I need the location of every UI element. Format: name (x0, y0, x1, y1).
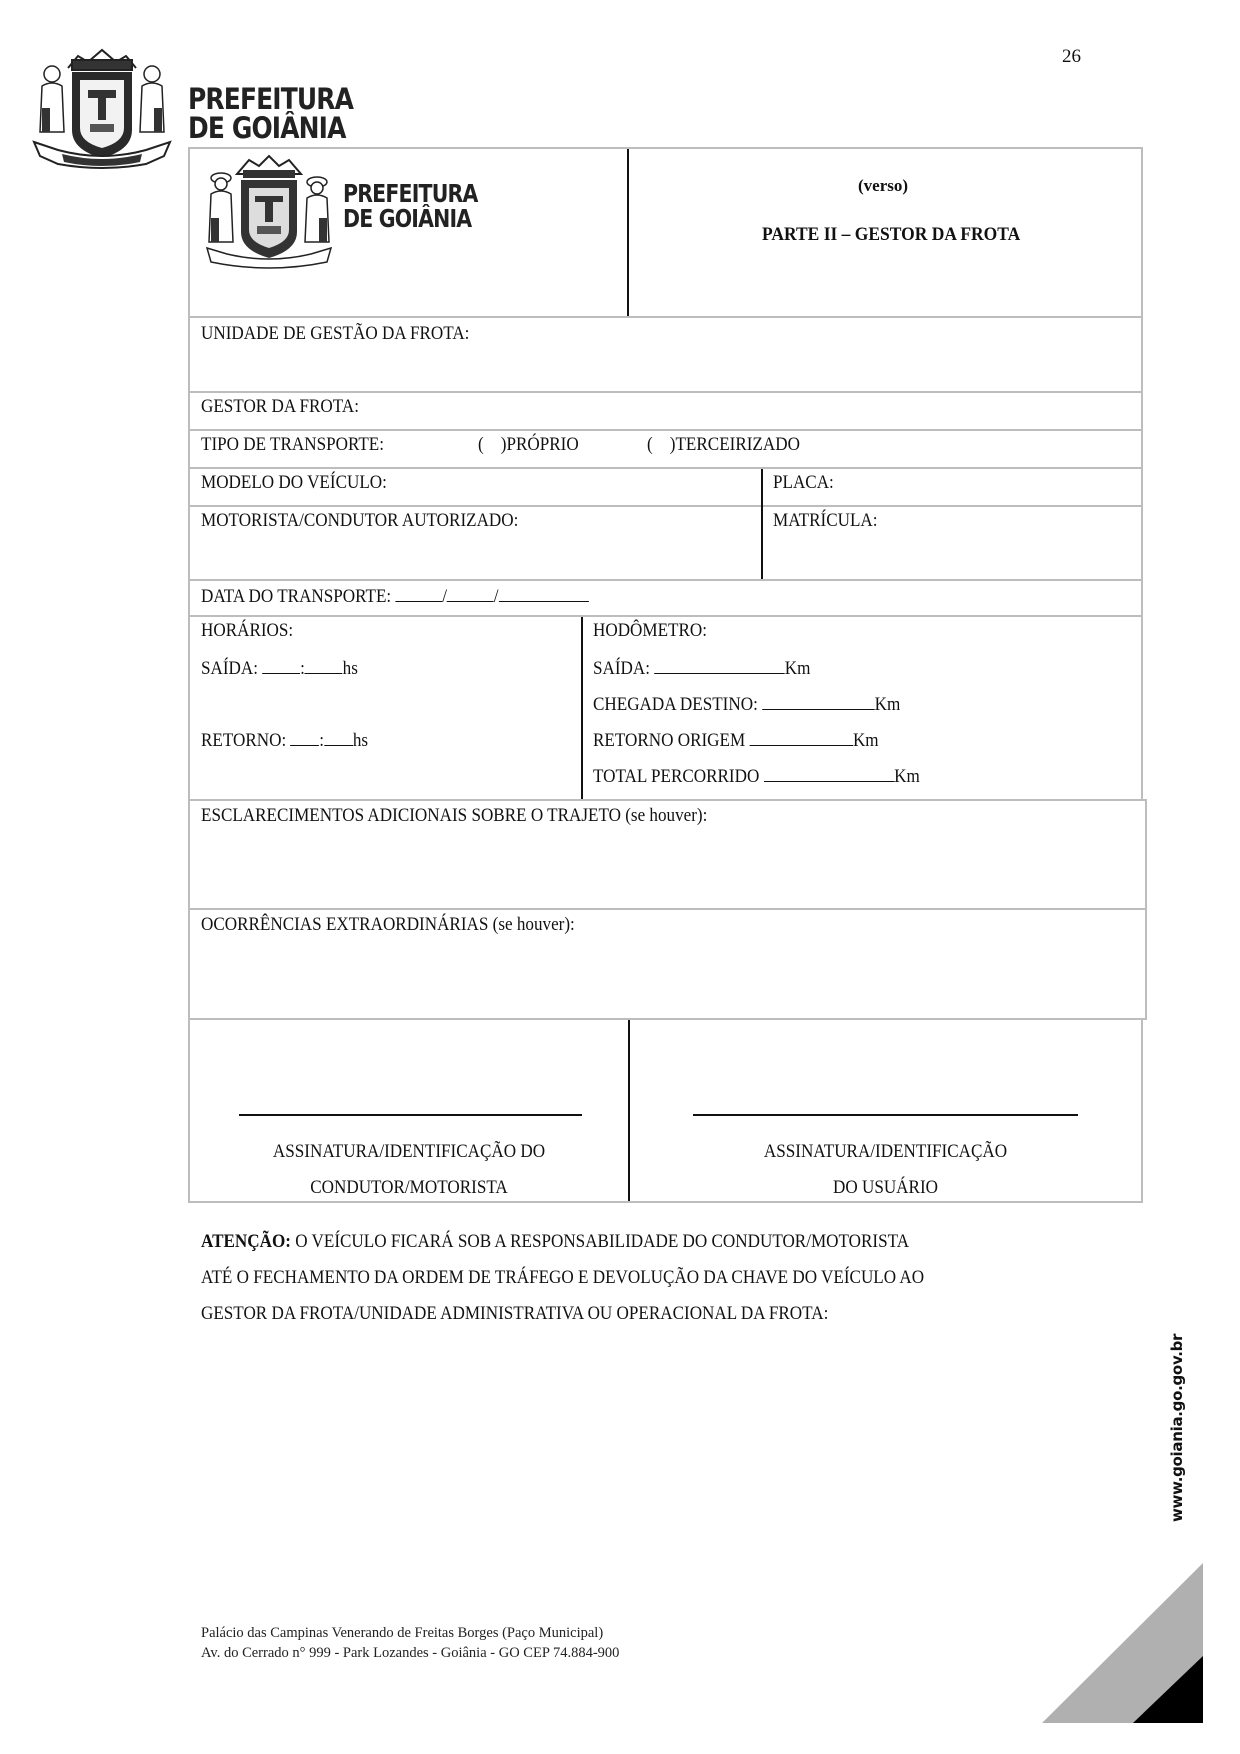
horario-retorno-label: RETORNO: (201, 730, 287, 751)
signature-line-usuario[interactable] (693, 1114, 1078, 1116)
hodometro-saida (593, 657, 810, 678)
field-gestor-frota: GESTOR DA FROTA: (201, 396, 359, 417)
horarios-title: HORÁRIOS: (201, 620, 294, 641)
form-title: PARTE II – GESTOR DA FROTA (762, 224, 1021, 245)
signature-caption-line1: ASSINATURA/IDENTIFICAÇÃO DO (272, 1141, 546, 1162)
hodometro-chegada-label: CHEGADA DESTINO: (593, 694, 758, 715)
verso-label: (verso) (858, 176, 909, 195)
horario-saida (201, 657, 358, 678)
option-terceirizado-label: TERCEIRIZADO (675, 434, 800, 455)
corner-triangle-decoration (1030, 1555, 1210, 1730)
header-brand-line1: PREFEITURA (343, 179, 478, 208)
hodometro-retorno (593, 729, 879, 750)
input-placa[interactable] (850, 469, 1140, 504)
header-brand-line2: DE GOIÂNIA (343, 204, 472, 233)
input-saida-hour[interactable] (262, 657, 300, 674)
input-retorno-minute[interactable] (324, 729, 353, 746)
brand-name-line1: PREFEITURA (188, 82, 354, 116)
signature-line-condutor[interactable] (239, 1114, 582, 1116)
input-km-saida[interactable] (654, 657, 785, 674)
header-crest-logo (203, 152, 335, 272)
input-date-day[interactable] (395, 585, 442, 602)
notice-line1 (201, 1232, 909, 1251)
website-url: www.goiania.go.gov.br (1168, 1333, 1186, 1522)
input-motorista[interactable] (190, 530, 758, 578)
input-saida-minute[interactable] (305, 657, 343, 674)
time-separator: : (319, 730, 325, 751)
checkbox-proprio[interactable]: ( )PRÓPRIO (478, 434, 579, 455)
hodometro-retorno-label: RETORNO ORIGEM (593, 730, 746, 751)
input-esclarecimentos[interactable] (190, 828, 1140, 906)
input-unidade-gestao[interactable] (190, 340, 1140, 390)
input-km-retorno[interactable] (749, 729, 853, 746)
footer-address-line2: Av. do Cerrado n° 999 - Park Lozandes - Goiânia - GO CEP 74.884-900 (201, 1645, 620, 1661)
input-gestor-frota[interactable] (370, 393, 1140, 428)
data-transporte-label: DATA DO TRANSPORTE: (201, 586, 392, 607)
input-retorno-hour[interactable] (290, 729, 319, 746)
field-unidade-gestao: UNIDADE DE GESTÃO DA FROTA: (201, 323, 470, 344)
km-unit: Km (852, 730, 879, 751)
field-modelo-veiculo: MODELO DO VEÍCULO: (201, 472, 387, 493)
hodometro-total (593, 765, 920, 786)
brand-name-line2: DE GOIÂNIA (188, 111, 346, 145)
input-matricula[interactable] (764, 530, 1140, 578)
option-proprio-label: PRÓPRIO (506, 434, 579, 455)
km-unit: Km (894, 766, 920, 787)
field-placa: PLACA: (773, 472, 834, 493)
hours-unit: hs (352, 730, 369, 751)
hodometro-title: HODÔMETRO: (593, 620, 708, 641)
crest-icon (203, 152, 335, 272)
signature-caption-line2: DO USUÁRIO (833, 1177, 938, 1198)
km-unit: Km (874, 694, 901, 715)
notice-line2: ATÉ O FECHAMENTO DA ORDEM DE TRÁFEGO E DEVOLUÇÃO DA CHAVE DO VEÍCULO AO (201, 1267, 925, 1288)
field-data-transporte (201, 585, 589, 606)
input-date-month[interactable] (447, 585, 494, 602)
checkbox-terceirizado[interactable]: ( )TERCEIRIZADO (647, 434, 800, 455)
input-ocorrencias[interactable] (190, 937, 1140, 1015)
field-ocorrencias: OCORRÊNCIAS EXTRAORDINÁRIAS (se houver): (201, 914, 575, 935)
hours-unit: hs (342, 658, 358, 679)
hodometro-chegada (593, 693, 900, 714)
coat-of-arms-logo (28, 38, 176, 173)
hodometro-total-label: TOTAL PERCORRIDO (593, 766, 760, 787)
input-modelo-veiculo[interactable] (420, 469, 758, 504)
field-motorista: MOTORISTA/CONDUTOR AUTORIZADO: (201, 510, 519, 531)
signature-caption-usuario (630, 1134, 1141, 1206)
notice-label: ATENÇÃO: (201, 1231, 291, 1252)
date-separator: / (442, 586, 447, 607)
signature-caption-condutor (190, 1134, 628, 1206)
field-tipo-transporte: TIPO DE TRANSPORTE: (201, 434, 384, 455)
field-esclarecimentos: ESCLARECIMENTOS ADICIONAIS SOBRE O TRAJETO (se houver): (201, 805, 708, 826)
crest-icon (28, 38, 176, 173)
km-unit: Km (784, 658, 811, 679)
input-km-chegada[interactable] (762, 693, 875, 710)
notice-text-1: O VEÍCULO FICARÁ SOB A RESPONSABILIDADE DO CONDUTOR/MOTORISTA (295, 1231, 910, 1252)
hodometro-saida-label: SAÍDA: (593, 658, 651, 679)
footer-address-line1: Palácio das Campinas Venerando de Freitas Borges (Paço Municipal) (201, 1625, 604, 1641)
page-number: 26 (1062, 46, 1081, 67)
input-km-total[interactable] (764, 765, 895, 782)
notice-line3: GESTOR DA FROTA/UNIDADE ADMINISTRATIVA OU OPERACIONAL DA FROTA: (201, 1303, 829, 1324)
time-separator: : (300, 658, 305, 679)
horario-saida-label: SAÍDA: (201, 658, 259, 679)
signature-caption-line1: ASSINATURA/IDENTIFICAÇÃO (763, 1141, 1008, 1162)
field-matricula: MATRÍCULA: (773, 510, 878, 531)
date-separator: / (493, 586, 499, 607)
signature-caption-line2: CONDUTOR/MOTORISTA (310, 1177, 508, 1198)
horario-retorno (201, 729, 368, 750)
input-date-year[interactable] (499, 585, 589, 602)
